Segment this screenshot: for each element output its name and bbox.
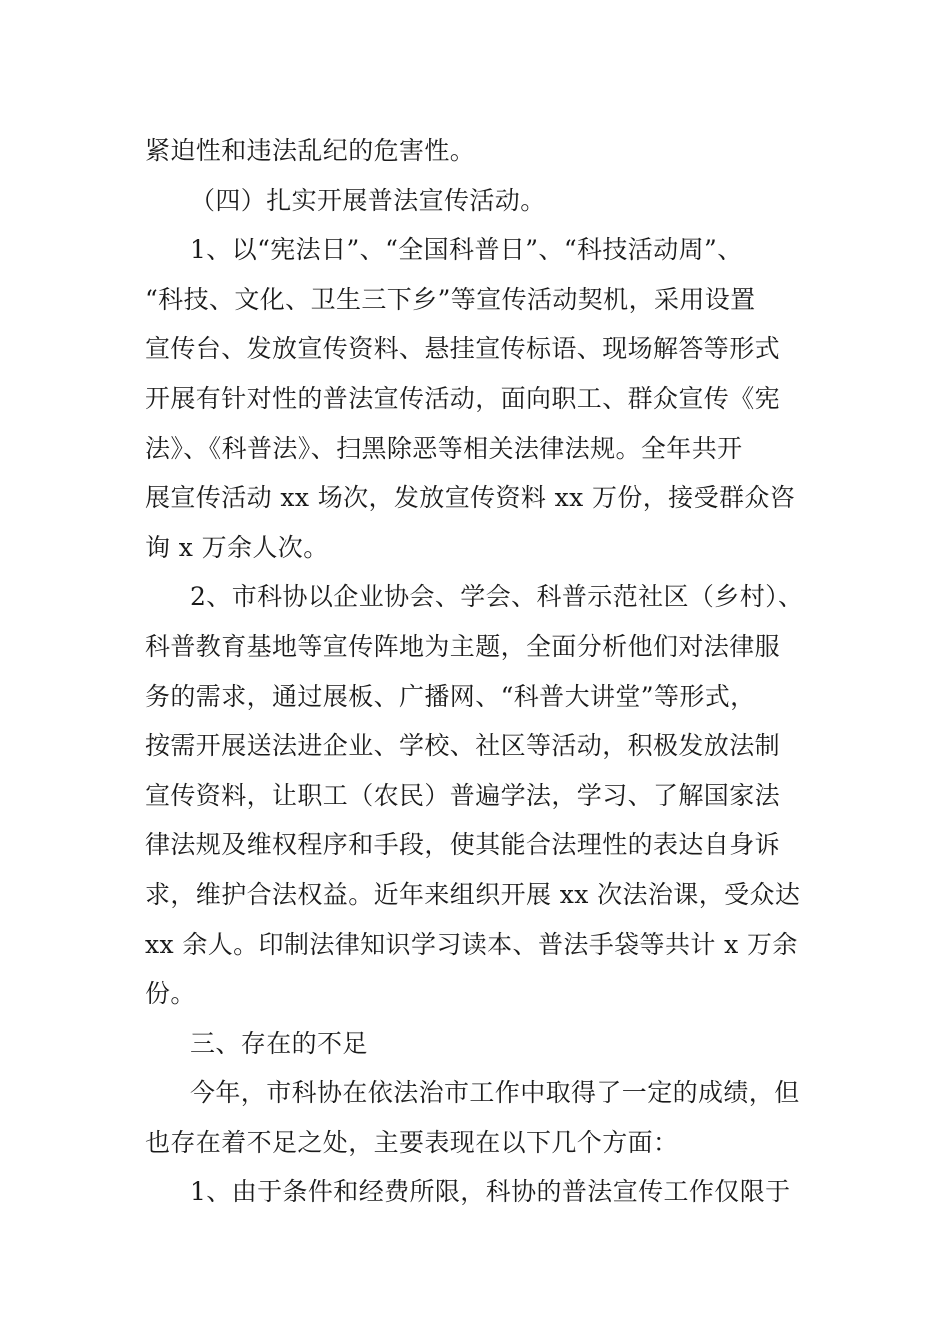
text-line: 今年，市科协在依法治市工作中取得了一定的成绩，但 xyxy=(190,1078,800,1108)
section-heading: 三、存在的不足 xyxy=(190,1028,368,1058)
text-line: “科技、文化、卫生三下乡”等宣传活动契机，采用设置 xyxy=(145,284,756,314)
text-line: 展宣传活动 xx 场次，发放宣传资料 xx 万份，接受群众咨 xyxy=(145,483,796,513)
text-line: 法》、《科普法》、扫黑除恶等相关法律法规。全年共开 xyxy=(145,433,743,463)
text-line: 1、由于条件和经费所限，科协的普法宣传工作仅限于 xyxy=(190,1177,791,1207)
document-body xyxy=(145,126,825,1217)
text-line: xx 余人。印制法律知识学习读本、普法手袋等共计 x 万余 xyxy=(145,929,798,959)
text-line: 务的需求，通过展板、广播网、“科普大讲堂”等形式， xyxy=(145,681,756,711)
section-heading: （四）扎实开展普法宣传活动。 xyxy=(190,185,546,215)
text-line: 开展有针对性的普法宣传活动，面向职工、群众宣传《宪 xyxy=(145,383,781,413)
text-line: 1、以“宪法日”、“全国科普日”、“科技活动周”、 xyxy=(190,235,743,265)
text-line: 宣传资料，让职工（农民）普遍学法，学习、了解国家法 xyxy=(145,780,781,810)
text-line: 份。 xyxy=(145,979,196,1009)
text-line: 律法规及维权程序和手段，使其能合法理性的表达自身诉 xyxy=(145,830,781,860)
text-line: 宣传台、发放宣传资料、悬挂宣传标语、现场解答等形式 xyxy=(145,334,781,364)
text-line: 2、市科协以企业协会、学会、科普示范社区（乡村）、 xyxy=(190,582,804,612)
text-line: 科普教育基地等宣传阵地为主题，全面分析他们对法律服 xyxy=(145,631,781,661)
text-line: 紧迫性和违法乱纪的危害性。 xyxy=(145,136,476,165)
text-line: 也存在着不足之处，主要表现在以下几个方面： xyxy=(145,1127,679,1157)
text-line: 求，维护合法权益。近年来组织开展 xx 次法治课，受众达 xyxy=(145,879,801,909)
text-line: 按需开展送法进企业、学校、社区等活动，积极发放法制 xyxy=(145,731,781,761)
text-line: 询 x 万余人次。 xyxy=(145,532,329,562)
